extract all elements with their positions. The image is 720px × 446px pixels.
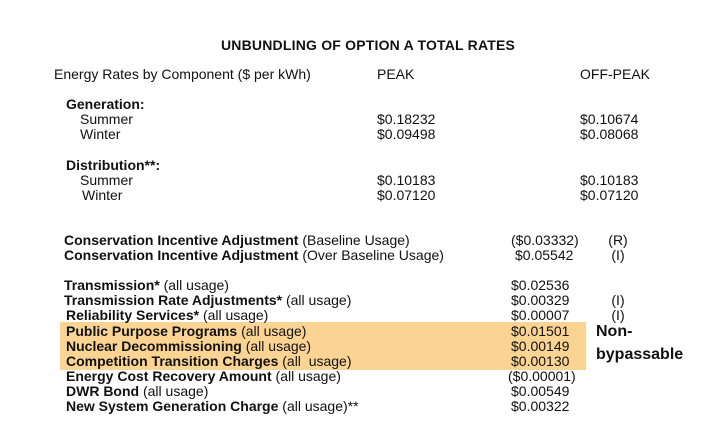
component-row: Nuclear Decommissioning (all usage) <box>66 338 312 354</box>
generation-heading: Generation: <box>66 96 145 112</box>
distribution-summer-offpeak: $0.10183 <box>580 172 639 188</box>
component-value: $0.00007 <box>511 307 570 323</box>
conservation-row: Conservation Incentive Adjustment (Over Baseline Usage) <box>64 247 444 263</box>
generation-winter-label: Winter <box>80 126 121 142</box>
component-value: $0.00149 <box>511 338 570 354</box>
peak-column-header: PEAK <box>377 66 415 82</box>
generation-winter-offpeak: $0.08068 <box>580 126 639 142</box>
conservation-code: (R) <box>608 232 628 248</box>
conservation-row: Conservation Incentive Adjustment (Baseline Usage) <box>64 232 410 248</box>
distribution-winter-peak: $0.07120 <box>377 187 436 203</box>
component-value: $0.00322 <box>511 398 570 414</box>
distribution-summer-peak: $0.10183 <box>377 172 436 188</box>
rates-header-label: Energy Rates by Component ($ per kWh) <box>54 66 311 82</box>
component-code: (I) <box>611 307 625 323</box>
distribution-winter-label: Winter <box>82 187 123 203</box>
conservation-value: $0.05542 <box>515 247 574 263</box>
generation-summer-offpeak: $0.10674 <box>580 111 639 127</box>
component-value: $0.00549 <box>511 383 570 399</box>
component-row: Transmission Rate Adjustments* (all usage) <box>64 292 352 308</box>
conservation-code: (I) <box>611 247 625 263</box>
component-row: Energy Cost Recovery Amount (all usage) <box>66 368 341 384</box>
component-row: Reliability Services* (all usage) <box>66 307 269 323</box>
generation-summer-peak: $0.18232 <box>377 111 436 127</box>
offpeak-column-header: OFF-PEAK <box>580 66 651 82</box>
component-value: $0.00130 <box>511 353 570 369</box>
conservation-value: ($0.03332) <box>511 232 579 248</box>
component-row: DWR Bond (all usage) <box>66 383 209 399</box>
component-value: ($0.00001) <box>508 368 576 384</box>
component-value: $0.00329 <box>511 292 570 308</box>
non-bypassable-label-line1: Non- <box>596 323 633 340</box>
page-title: UNBUNDLING OF OPTION A TOTAL RATES <box>221 37 516 53</box>
distribution-summer-label: Summer <box>80 172 133 188</box>
component-row: New System Generation Charge (all usage)** <box>66 398 359 414</box>
component-row: Competition Transition Charges (all usage) <box>66 353 352 369</box>
component-value: $0.02536 <box>511 277 570 293</box>
component-row: Public Purpose Programs (all usage) <box>66 323 307 339</box>
component-row: Transmission* (all usage) <box>64 277 229 293</box>
generation-winter-peak: $0.09498 <box>377 126 436 142</box>
generation-summer-label: Summer <box>80 111 133 127</box>
distribution-winter-offpeak: $0.07120 <box>580 187 639 203</box>
component-code: (I) <box>611 292 625 308</box>
component-value: $0.01501 <box>511 323 570 339</box>
distribution-heading: Distribution**: <box>66 157 161 173</box>
non-bypassable-label-line2: bypassable <box>596 346 684 363</box>
